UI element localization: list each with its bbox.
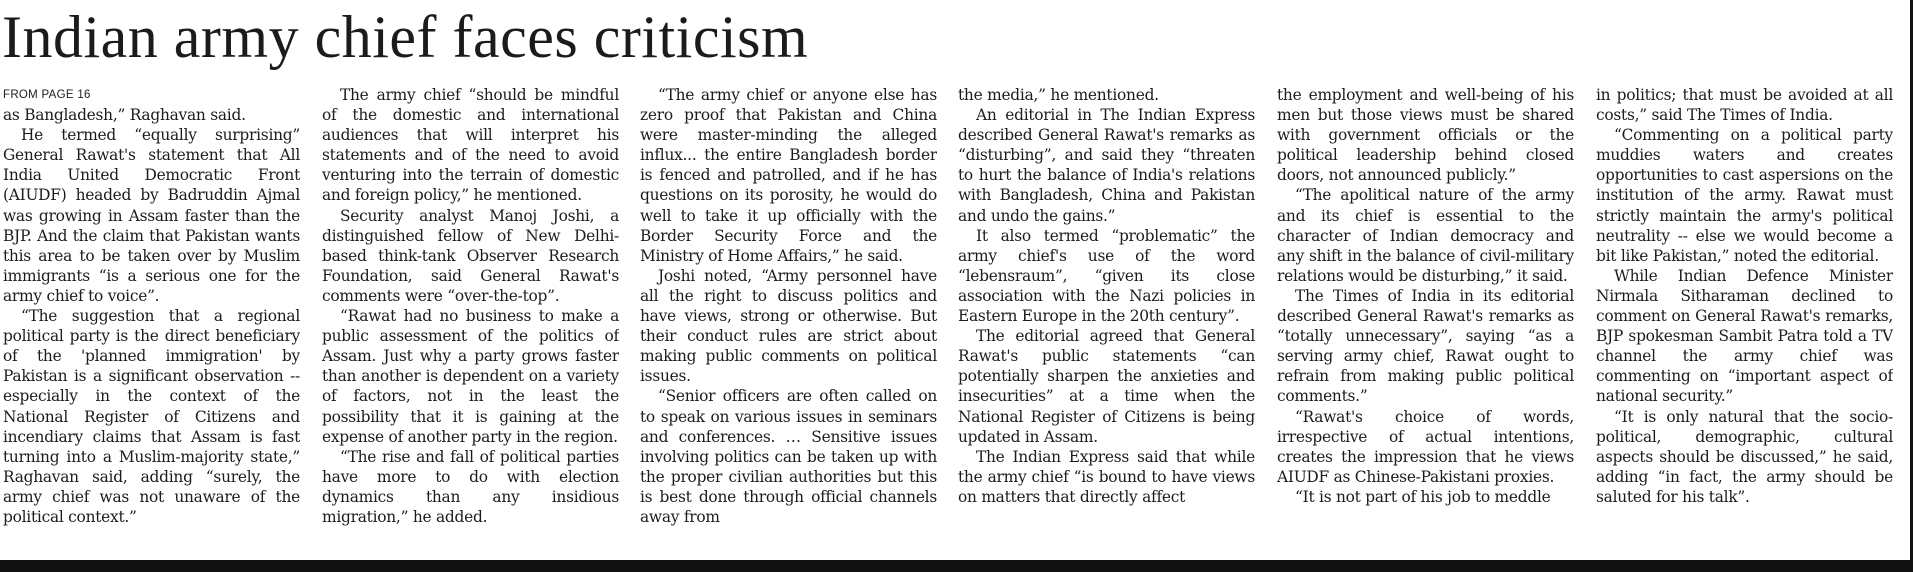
paragraph: The Times of India in its editorial described General Rawat's remarks as “totally unnecessary”, saying “as a serving army chief, Rawat ought to refrain from making public political comments.” [1277, 286, 1574, 406]
paragraph: the employment and well-being of his men but those views must be shared with government officials or the political leadership behind closed doors, not announced publicly.” [1277, 86, 1574, 185]
paragraph: the media,” he mentioned. [958, 86, 1159, 104]
paragraph: “It is not part of his job to meddle [1295, 487, 1551, 506]
paragraph: It also termed “problematic” the army chief's use of the word “lebensraum”, “given its close association with the Nazi policies in Eastern Europe in the 20th century”. [958, 226, 1255, 326]
jump-line: FROM PAGE 16 [3, 89, 91, 101]
paragraph: “The army chief or anyone else has zero proof that Pakistan and China were master-minding the alleged influx... the entire Bangladesh border is fenced and patrolled, and if he has questions on its porosity, he would do well to take it up officially with the Border Security Force and the Ministry of Home Affairs,” he said. [640, 86, 937, 265]
paragraph: Security analyst Manoj Joshi, a distinguished fellow of New Delhi-based think-tank Observer Research Foundation, said General Rawat's comments were “over-the-top”. [322, 206, 619, 305]
article-column-1 [3, 85, 300, 560]
paragraph: He termed “equally surprising” General Rawat's statement that All India United Democratic Front (AIUDF) headed by Badruddin Ajmal was growing in Assam faster than the BJP. And the claim that Pakistan wants this area to be taken over by Muslim immigrants “is a serious one for the army chief to voice”. [3, 126, 300, 305]
paragraph: as Bangladesh,” Raghavan said. [3, 106, 246, 125]
paragraph: While Indian Defence Minister Nirmala Sitharaman declined to comment on General Rawat's remarks, BJP spokesman Sambit Patra told a TV channel the army chief was commenting on “important aspect of national security.” [1596, 266, 1893, 406]
paragraph: “The rise and fall of political parties have more to do with election dynamics than any insidious migration,” he added. [322, 447, 619, 526]
article-headline: Indian army chief faces criticism [2, 4, 809, 70]
page-edge-bottom [0, 560, 1913, 572]
article-column-5 [1277, 85, 1574, 560]
paragraph: “The suggestion that a regional political party is the direct beneficiary of the 'planned immigration' by Pakistan is a significant observation -- especially in the context of the National Register of Citizens and incendiary claims that Assam is fast turning into a Muslim-majority state,” Raghavan said, adding “surely, the army chief was not unaware of the political context.” [3, 307, 300, 526]
paragraph: An editorial in The Indian Express described General Rawat's remarks as “disturbing”, and said they “threaten to hurt the balance of India's relations with Bangladesh, China and Pakistan and undo the gains.” [958, 106, 1255, 225]
article-column-2 [322, 85, 619, 560]
paragraph: The editorial agreed that General Rawat's public statements “can potentially sharpen the anxieties and insecurities” at a time when the National Register of Citizens is being updated in Assam. [958, 327, 1255, 446]
paragraph: in politics; that must be avoided at all costs,” said The Times of India. [1596, 86, 1893, 125]
paragraph: The army chief “should be mindful of the domestic and international audiences that will interpret his statements and of the need to avoid venturing into the terrain of domestic and foreign policy,” he mentioned. [322, 86, 619, 205]
article-column-3 [640, 85, 937, 560]
paragraph: “Senior officers are often called on to speak on various issues in seminars and conferences. … Sensitive issues involving politics can be taken up with the proper civilian authorities but this is best done through official channels away from [640, 387, 937, 526]
paragraph: “Rawat had no business to make a public assessment of the politics of Assam. Just why a party grows faster than another is dependent on a variety of factors, not in the least the possibility that it is gaining at the expense of another party in the region. [322, 307, 619, 446]
paragraph: Joshi noted, “Army personnel have all the right to discuss politics and have views, strong or otherwise. But their conduct rules are strict about making public comments on political issues. [640, 266, 937, 386]
paragraph: The Indian Express said that while the army chief “is bound to have views on matters that directly affect [958, 447, 1255, 506]
paragraph: “Commenting on a political party muddies waters and creates opportunities to cast aspersions on the institution of the army. Rawat must strictly maintain the army's political neutrality -- else we would become a bit like Pakistan,” noted the editorial. [1596, 126, 1893, 265]
paragraph: “Rawat's choice of words, irrespective of actual intentions, creates the impression that he views AIUDF as Chinese-Pakistani proxies. [1277, 407, 1574, 486]
article-column-4 [958, 85, 1255, 560]
paragraph: “It is only natural that the socio-political, demographic, cultural aspects should be discussed,” he said, adding “in fact, the army should be saluted for his talk”. [1596, 407, 1893, 506]
article-column-6 [1596, 85, 1893, 560]
paragraph: “The apolitical nature of the army and its chief is essential to the character of Indian democracy and any shift in the balance of civil-military relations would be disturbing,” it said. [1277, 186, 1574, 285]
